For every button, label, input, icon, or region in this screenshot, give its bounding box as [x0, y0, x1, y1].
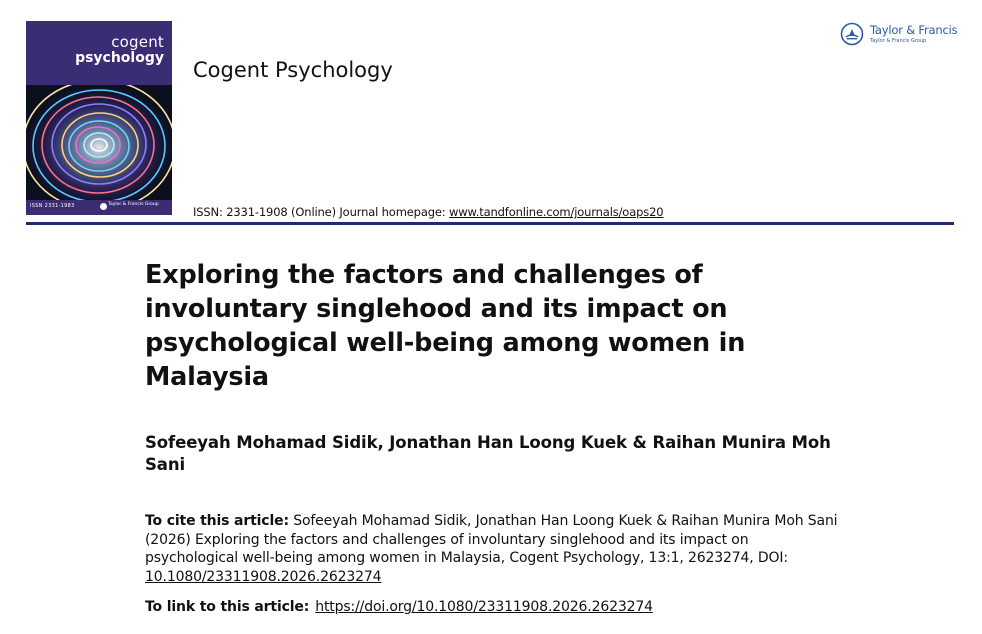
issn-text: ISSN: 2331-1908 (Online) Journal homepage:: [193, 205, 450, 219]
journal-name: Cogent Psychology: [193, 58, 393, 82]
citation-text: Sofeeyah Mohamad Sidik, Jonathan Han Loong Kuek & Raihan Munira Moh Sani (2026) Exploring the factors and challenges of involuntary singlehood and its impact on psychological well-being among women in Malaysia, Cogent Psychology, 13:1, 2623274, DOI:: [145, 513, 838, 566]
cover-publisher-name: Taylor & Francis Group: [108, 202, 159, 207]
cover-brand-psychology: psychology: [75, 50, 164, 66]
cover-footer: [26, 200, 172, 215]
article-authors: Sofeeyah Mohamad Sidik, Jonathan Han Loong Kuek & Raihan Munira Moh Sani: [145, 433, 831, 474]
cover-brand: [75, 34, 164, 67]
issn-line: [193, 205, 663, 219]
publisher-logo[interactable]: [840, 20, 960, 50]
publisher-name: Taylor & Francis: [870, 23, 958, 37]
cover-header: [26, 21, 172, 85]
citation-doi-link[interactable]: 10.1080/23311908.2026.2623274: [145, 568, 382, 585]
cover-brand-cogent: cogent: [111, 33, 164, 51]
journal-homepage-link[interactable]: www.tandfonline.com/journals/oaps20: [449, 205, 664, 219]
citation-block: [145, 512, 845, 586]
cover-publisher-logo: [100, 203, 107, 210]
taylor-francis-icon: [840, 22, 864, 46]
cover-swirl-image: [26, 85, 172, 200]
article-link-line: [145, 599, 653, 615]
header-divider: [26, 222, 954, 225]
journal-cover: [26, 21, 172, 215]
citation-label: To cite this article:: [145, 513, 289, 529]
article-doi-url[interactable]: https://doi.org/10.1080/23311908.2026.2623274: [315, 599, 653, 615]
publisher-subtitle: Taylor & Francis Group: [870, 38, 927, 44]
link-label: To link to this article:: [145, 599, 310, 615]
cover-issn: ISSN 2331-1983: [30, 203, 75, 209]
article-title: Exploring the factors and challenges of involuntary singlehood and its impact on psychological well-being among women in Malaysia: [145, 260, 746, 392]
